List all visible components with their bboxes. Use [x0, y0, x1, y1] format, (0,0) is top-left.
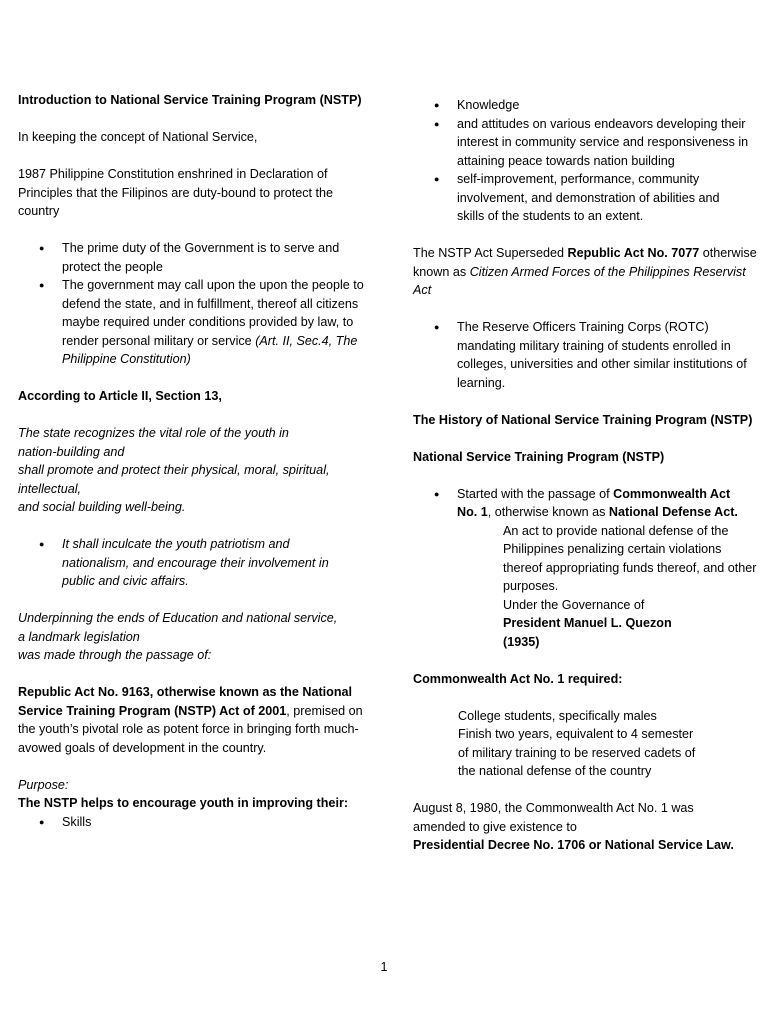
page-number: 1 [380, 960, 388, 974]
state-statement: The state recognizes the vital role of the youth in nation-building and shall promote and protect their physical, moral, spiritual, intellectual, and social building well-being. [18, 426, 330, 514]
amendment-paragraph: August 8, 1980, the Commonwealth Act No. 1 was amended to give existence to [413, 801, 694, 834]
duty-list [18, 239, 370, 369]
superseded-paragraph: The NSTP Act Superseded Republic Act No. 7077 otherwise known as Citizen Armed Forces of the Philippines Reservist Act [413, 246, 757, 297]
list-item: ● The government may call upon the upon the people to defend the state, and in fulfillment, thereof all citizens maybe required under conditions provided by law, to render personal military or service (Art. II, Sec.4, The Philippine Constitution) [18, 276, 370, 369]
purpose-list-continued [413, 96, 760, 226]
constitution-paragraph: 1987 Philippine Constitution enshrined in Declaration of Principles that the Filipinos are duty-bound to protect the country [18, 167, 334, 218]
list-item: ● and attitudes on various endeavors developing their interest in community service and responsiveness in attaining peace towards nation building [413, 115, 760, 171]
inculcate-list [18, 535, 370, 591]
purpose-statement: The NSTP helps to encourage youth in improving their: [18, 796, 349, 810]
republic-act-paragraph: Republic Act No. 9163, otherwise known as the National Service Training Program (NSTP) Act of 2001, premised on the youth’s pivotal role as potent force in bringing forth much- avowed goals of development in the country. [18, 685, 363, 755]
act-description-block [413, 522, 760, 652]
list-item: ● Started with the passage of Commonwealth Act No. 1, otherwise known as National Defense Act. [413, 485, 760, 522]
list-item: ● It shall inculcate the youth patriotism and nationalism, and encourage their involvement in public and civic affairs. [18, 535, 370, 591]
governance-label: Under the Governance of [503, 597, 645, 612]
presidential-decree: Presidential Decree No. 1706 or National Service Law. [413, 838, 734, 852]
year: (1935) [503, 634, 540, 649]
citation: (Art. II, Sec.4, The Philippine Constitution) [62, 333, 358, 366]
list-item: ● The Reserve Officers Training Corps (ROTC) mandating military training of students enrolled in colleges, universities and other similar institutions of learning. [413, 318, 760, 392]
article-heading: According to Article II, Section 13, [18, 389, 222, 403]
intro-heading: Introduction to National Service Training Program (NSTP) [18, 93, 362, 107]
right-column [413, 96, 760, 855]
list-item: ● Knowledge [413, 96, 760, 115]
list-item: ● The prime duty of the Government is to serve and protect the people [18, 239, 370, 276]
requirements-heading: Commonwealth Act No. 1 required: [413, 671, 623, 686]
list-item: ● self-improvement, performance, community involvement, and demonstration of abilities and skills of the students to an extent. [413, 170, 760, 226]
president-name: President Manuel L. Quezon [503, 616, 672, 630]
nstp-heading: National Service Training Program (NSTP) [413, 449, 665, 464]
purpose-label: Purpose: [18, 777, 69, 792]
act-description: An act to provide national defense of the Philippines penalizing certain violations thereof appropriating funds thereof, and other purposes. [503, 523, 757, 593]
requirements-block: College students, specifically males Finish two years, equivalent to 4 semester of military training to be reserved cadets of the national defense of the country [458, 708, 696, 778]
underpinning-statement: Underpinning the ends of Education and national service, a landmark legislation was made through the passage of: [18, 611, 338, 662]
rotc-list [413, 318, 760, 392]
left-column [18, 91, 370, 831]
list-item: ● Skills [18, 813, 370, 832]
intro-paragraph: In keeping the concept of National Service, [18, 130, 258, 144]
commonwealth-list [413, 485, 760, 522]
history-heading: The History of National Service Training Program (NSTP) [413, 412, 753, 427]
skills-list [18, 813, 370, 832]
